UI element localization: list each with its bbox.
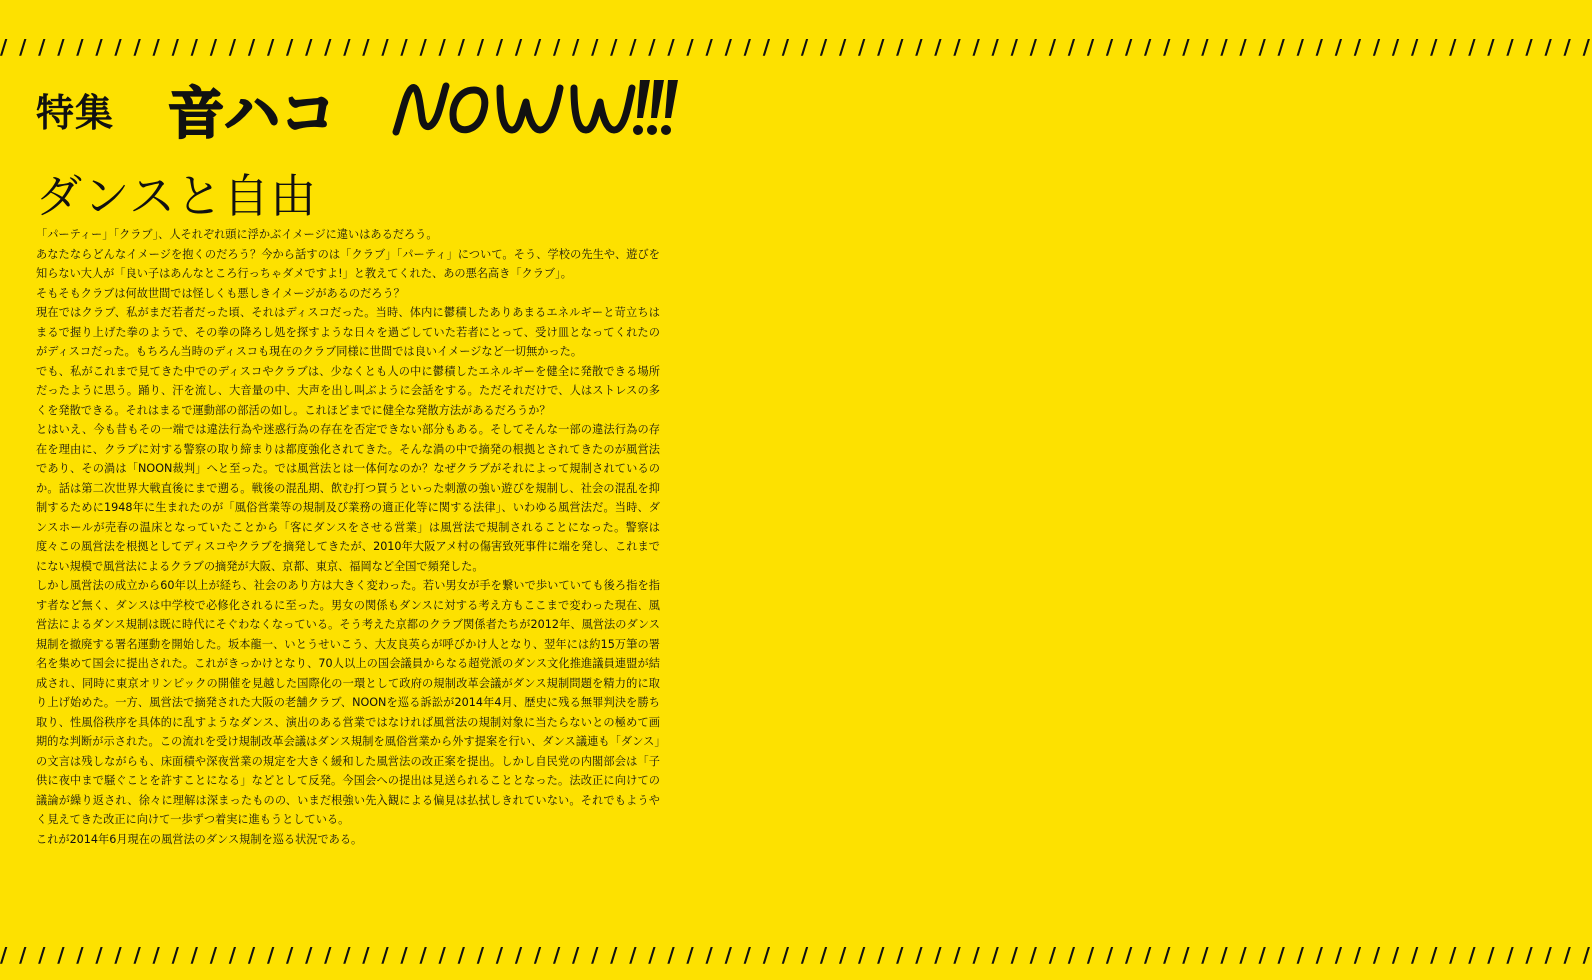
now-logo xyxy=(388,74,678,144)
logo-excl-dot-2 xyxy=(647,125,657,135)
logo-letter-n xyxy=(396,86,446,132)
top-slash-border: / / / / / / / / / / / / / / / / / / / / / / / / / / / / / / / / / / / / / / / / / / / / / / / / / / / / / / / / / / / / / / / / / / / / / / / / / / / / / / / / / / / / xyxy=(0,35,1592,59)
bottom-slash-border: / / / / / / / / / / / / / / / / / / / / / / / / / / / / / / / / / / / / / / / / / / / / / / / / / / / / / / / / / / / / / / / / / / / / / / / / / / / / / / / / / / / / xyxy=(0,943,1592,967)
logo-excl-dot-3 xyxy=(661,125,671,135)
paragraph: これが2014年6月現在の風営法のダンス規制を巡る状況である。 xyxy=(36,832,363,846)
logo-excl-1 xyxy=(637,80,650,118)
paragraph: あなたならどんなイメージを抱くのだろう？今から話すのは「クラブ」「パーティ」について。そう、学校の先生や、遊びを知らない大人が「良い子はあんなところ行っちゃダメですよ!」と教えてくれた、あの悪名高き「クラブ」。 xyxy=(36,247,660,280)
paragraph: とはいえ、今も昔もその一端では違法行為や迷惑行為の存在を否定できない部分もある。そしてそんな一部の違法行為の存在を理由に、クラブに対する警察の取り締まりは都度強化されてきた。そんな渦の中で摘発の根拠とされてきたのが風営法であり、その渦は「NOON裁判」へと至った。では風営法とは一体何なのか？なぜクラブがそれによって規制されているのか。話は第二次世界大戦直後にまで遡る。戦後の混乱期、飲む打つ買うといった刺激の強い遊びを規制し、社会の混乱を抑制するために1948年に生まれたのが「風俗営業等の規制及び業務の適正化等に関する法律」、いわゆる風営法だ。当時、ダンスホールが売春の温床となっていたことから「客にダンスをさせる営業」は風営法で規制されることになった。警察は度々この風営法を根拠としてディスコやクラブを摘発してきたが、2010年大阪アメ村の傷害致死事件に端を発し、これまでにない規模で風営法によるクラブの摘発が大阪、京都、東京、福岡など全国で頻発した。 xyxy=(36,423,660,573)
logo-letter-w xyxy=(500,88,560,130)
logo-letter-w2 xyxy=(574,88,632,130)
paragraph: しかし風営法の成立から60年以上が経ち、社会のあり方は大きく変わった。若い男女が手を繋いで歩いていても後ろ指を指す者など無く、ダンスは中学校で必修化されるに至った。男女の関係もダンスに対する考え方もここまで変わった現在、風営法によるダンス規制は既に時代にそぐわなくなっている。そう考えた京都のクラブ関係者たちが2012年、風営法のダンス規制を撤廃する署名運動を開始した。坂本龍一、いとうせいこう、大友良英らが呼びかけ人となり、翌年には約15万筆の署名を集めて国会に提出された。これがきっかけとなり、70人以上の国会議員からなる超党派のダンス文化推進議員連盟が結成され、同時に東京オリンピックの開催を見越した国際化の一環として政府の規制改革会議がダンス規制問題を精力的に取り上げ始めた。一方、風営法で摘発された大阪の老舗クラブ、NOONを巡る訴訟が2014年4月、歴史に残る無罪判決を勝ち取り、性風俗秩序を具体的に乱すようなダンス、演出のある営業ではなければ風営法の規制対象に当たらないとの極めて画期的な判断が示された。この流れを受け規制改革会議はダンス規制を風俗営業から外す提案を行い、ダンス議連も「ダンス」の文言は残しながらも、床面積や深夜営業の規定を大きく緩和した風営法の改正案を提出。しかし自民党の内閣部会は「子供に夜中まで騒ぐことを許すことになる」などとして反発。今国会への提出は見送られることとなった。法改正に向けての議論が繰り返され、徐々に理解は深まったものの、いまだ根強い先入観による偏見は払拭しきれていない。それでもようやく見えてきた改正に向けて一歩ずつ着実に進もうとしている。 xyxy=(36,579,660,826)
paragraph: 「パーティー」「クラブ」、人それぞれ頭に浮かぶイメージに違いはあるだろう。 xyxy=(36,228,438,241)
article-body xyxy=(36,225,660,849)
logo-excl-3 xyxy=(665,80,678,118)
logo-text: NOW!!! xyxy=(388,74,392,75)
paragraph: 現在ではクラブ、私がまだ若者だった頃、それはディスコだった。当時、体内に鬱積したありあまるエネルギーと苛立ちはまるで握り上げた拳のようで、その拳の降ろし処を探すような日々を過ごしていた若者にとって、受け皿となってくれたのがディスコだった。もちろん当時のディスコも現在のクラブ同様に世間では良いイメージなど一切無かった。 xyxy=(36,306,660,358)
feature-header xyxy=(36,76,676,156)
article-subtitle: ダンスと自由 xyxy=(36,169,318,223)
logo-letter-o xyxy=(453,90,485,130)
feature-label: 特集 xyxy=(36,91,115,135)
logo-excl-dot-1 xyxy=(633,125,643,135)
paragraph: でも、私がこれまで見てきた中でのディスコやクラブは、少なくとも人の中に鬱積したエネルギーを健全に発散できる場所だったように思う。踊り、汗を流し、大音量の中、大声を出し叫ぶように会話をする。ただそれだけで、人はストレスの多くを発散できる。それはまるで運動部の部活の如し。これほどまでに健全な発散方法があるだろうか？ xyxy=(36,364,660,417)
feature-title: 音ハコ xyxy=(168,82,336,147)
paragraph: そもそもクラブは何故世間では怪しくも悪しきイメージがあるのだろう？ xyxy=(36,286,405,300)
logo-excl-2 xyxy=(651,80,664,118)
